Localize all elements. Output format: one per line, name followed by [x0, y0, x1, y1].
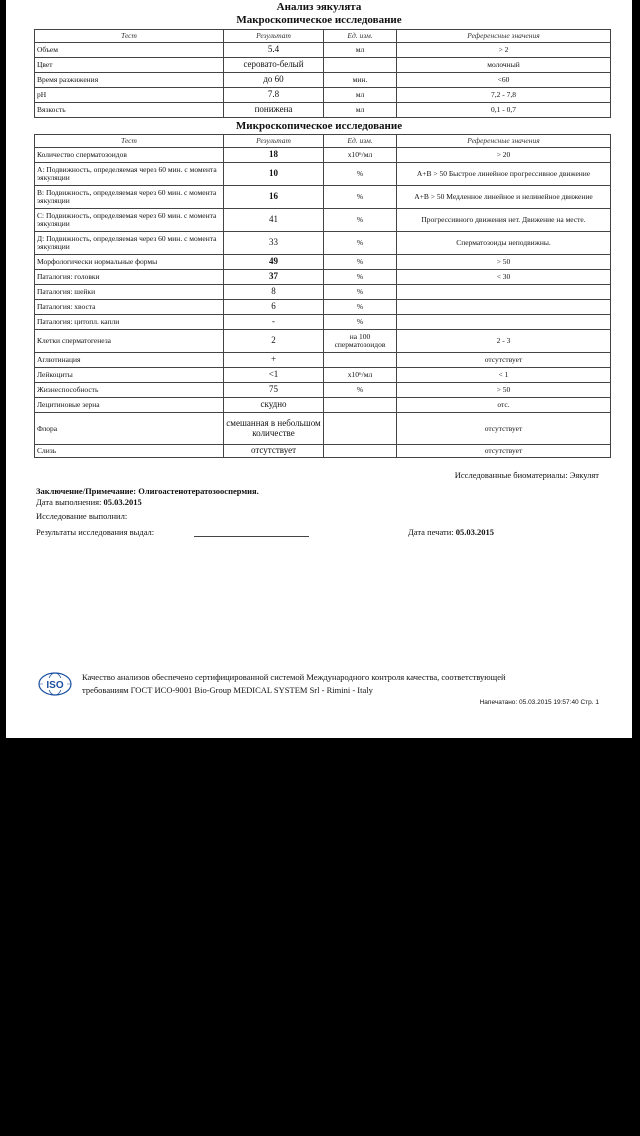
table-row: [35, 58, 611, 73]
result-cell: 18: [224, 148, 324, 163]
iso-logo-icon: [38, 672, 72, 696]
conclusion: Заключение/Примечание: Олигоастенотератозооспермия.: [36, 486, 259, 496]
table-row: [35, 103, 611, 118]
table-row: [35, 43, 611, 58]
result-cell: 33: [224, 232, 324, 255]
table-row: [35, 148, 611, 163]
test-name-cell: Время разжижения: [35, 73, 224, 88]
result-cell: 5.4: [224, 43, 324, 58]
unit-cell: %: [324, 186, 397, 209]
test-name-cell: Цвет: [35, 58, 224, 73]
quality-line-1: Качество анализов обеспечено сертифицированной системой Международного контроля качества, соответствующей: [82, 672, 506, 682]
reference-cell: отс.: [397, 398, 611, 413]
table-row: [35, 445, 611, 458]
result-cell: смешанная в небольшом количестве: [224, 413, 324, 445]
reference-cell: [397, 315, 611, 330]
unit-cell: %: [324, 232, 397, 255]
table-row: [35, 73, 611, 88]
table-row: [35, 232, 611, 255]
performed-by: Исследование выполнил:: [36, 511, 128, 521]
result-cell: 7.8: [224, 88, 324, 103]
reference-cell: отсутствует: [397, 445, 611, 458]
unit-cell: [324, 398, 397, 413]
document-page: [6, 0, 632, 738]
test-name-cell: Вязкость: [35, 103, 224, 118]
table-row: [35, 209, 611, 232]
test-name-cell: Д: Подвижность, определяемая через 60 мин. с момента эякуляции: [35, 232, 224, 255]
column-header: Ед. изм.: [324, 30, 397, 43]
reference-cell: [397, 300, 611, 315]
result-cell: 37: [224, 270, 324, 285]
reference-cell: 2 - 3: [397, 330, 611, 353]
unit-cell: мл: [324, 88, 397, 103]
table-row: [35, 330, 611, 353]
result-cell: 10: [224, 163, 324, 186]
reference-cell: 7,2 - 7,8: [397, 88, 611, 103]
test-name-cell: Паталогия: хвоста: [35, 300, 224, 315]
table-row: [35, 186, 611, 209]
unit-cell: [324, 413, 397, 445]
column-header: Референсные значения: [397, 30, 611, 43]
result-cell: 8: [224, 285, 324, 300]
table-row: [35, 300, 611, 315]
result-cell: <1: [224, 368, 324, 383]
test-name-cell: Лецитиновые зерна: [35, 398, 224, 413]
macro-table: [34, 29, 611, 118]
test-name-cell: Объем: [35, 43, 224, 58]
unit-cell: %: [324, 315, 397, 330]
micro-table: [34, 134, 611, 458]
table-row: [35, 315, 611, 330]
result-cell: отсутствует: [224, 445, 324, 458]
print-date: Дата печати: 05.03.2015: [408, 527, 495, 537]
reference-cell: отсутствует: [397, 413, 611, 445]
result-cell: 2: [224, 330, 324, 353]
iso-logo-text: ISO: [46, 680, 64, 691]
quality-line-2: требованиям ГОСТ ИСО-9001 Bio-Group MEDICAL SYSTEM Srl - Rimini - Italy: [82, 685, 373, 695]
unit-cell: %: [324, 285, 397, 300]
test-name-cell: Паталогия: головки: [35, 270, 224, 285]
column-header: Референсные значения: [397, 135, 611, 148]
biomaterial-note: Исследованные биоматериалы: Эякулят: [454, 470, 599, 480]
table-header-row: [35, 30, 611, 43]
result-cell: 16: [224, 186, 324, 209]
reference-cell: <60: [397, 73, 611, 88]
document-title: Анализ эякулята: [276, 1, 362, 13]
test-name-cell: Жизнеспособность: [35, 383, 224, 398]
reference-cell: > 2: [397, 43, 611, 58]
table-row: [35, 163, 611, 186]
reference-cell: А+В > 50 Медленное линейное и нелинейное движение: [397, 186, 611, 209]
result-cell: 49: [224, 255, 324, 270]
test-name-cell: Морфологически нормальные формы: [35, 255, 224, 270]
test-name-cell: Флора: [35, 413, 224, 445]
unit-cell: %: [324, 255, 397, 270]
reference-cell: А+В > 50 Быстрое линейное прогрессивное движение: [397, 163, 611, 186]
micro-heading: Микроскопическое исследование: [235, 120, 403, 132]
test-name-cell: С: Подвижность, определяемая через 60 мин. с момента эякуляции: [35, 209, 224, 232]
signature-line: [194, 536, 309, 537]
unit-cell: [324, 353, 397, 368]
unit-cell: х10⁶/мл: [324, 368, 397, 383]
macro-heading: Макроскопическое исследование: [236, 14, 402, 26]
result-cell: 6: [224, 300, 324, 315]
unit-cell: [324, 58, 397, 73]
reference-cell: 0,1 - 0,7: [397, 103, 611, 118]
column-header: Тест: [35, 30, 224, 43]
test-name-cell: Количество сперматозоидов: [35, 148, 224, 163]
test-name-cell: Слизь: [35, 445, 224, 458]
reference-cell: < 1: [397, 368, 611, 383]
result-cell: до 60: [224, 73, 324, 88]
table-row: [35, 88, 611, 103]
reference-cell: Прогрессивного движения нет. Движение на месте.: [397, 209, 611, 232]
reference-cell: молочный: [397, 58, 611, 73]
reference-cell: < 30: [397, 270, 611, 285]
table-row: [35, 413, 611, 445]
result-cell: +: [224, 353, 324, 368]
unit-cell: х10⁶/мл: [324, 148, 397, 163]
unit-cell: на 100 сперматозоидов: [324, 330, 397, 353]
table-row: [35, 368, 611, 383]
unit-cell: мл: [324, 103, 397, 118]
reference-cell: отсутствует: [397, 353, 611, 368]
reference-cell: > 50: [397, 255, 611, 270]
execution-date: Дата выполнения: 05.03.2015: [36, 497, 142, 507]
table-header-row: [35, 135, 611, 148]
reference-cell: [397, 285, 611, 300]
result-cell: 75: [224, 383, 324, 398]
table-row: [35, 285, 611, 300]
result-cell: серовато-белый: [224, 58, 324, 73]
unit-cell: [324, 445, 397, 458]
test-name-cell: pH: [35, 88, 224, 103]
unit-cell: %: [324, 383, 397, 398]
reference-cell: > 50: [397, 383, 611, 398]
test-name-cell: В: Подвижность, определяемая через 60 мин. с момента эякуляции: [35, 186, 224, 209]
reference-cell: > 20: [397, 148, 611, 163]
table-row: [35, 255, 611, 270]
result-cell: 41: [224, 209, 324, 232]
column-header: Ед. изм.: [324, 135, 397, 148]
column-header: Тест: [35, 135, 224, 148]
test-name-cell: Лейкоциты: [35, 368, 224, 383]
printed-stamp: Напечатано: 05.03.2015 19:57:40 Стр. 1: [479, 699, 599, 706]
table-row: [35, 353, 611, 368]
unit-cell: %: [324, 209, 397, 232]
table-row: [35, 270, 611, 285]
reference-cell: Сперматозоиды неподвижны.: [397, 232, 611, 255]
test-name-cell: Клетки сперматогенеза: [35, 330, 224, 353]
test-name-cell: А: Подвижность, определяемая через 60 мин. с момента эякуляции: [35, 163, 224, 186]
result-cell: понижена: [224, 103, 324, 118]
column-header: Результат: [224, 30, 324, 43]
result-cell: скудно: [224, 398, 324, 413]
unit-cell: %: [324, 300, 397, 315]
result-cell: -: [224, 315, 324, 330]
column-header: Результат: [224, 135, 324, 148]
unit-cell: %: [324, 270, 397, 285]
unit-cell: мл: [324, 43, 397, 58]
table-row: [35, 383, 611, 398]
unit-cell: %: [324, 163, 397, 186]
issued-by: Результаты исследования выдал:: [36, 527, 155, 537]
unit-cell: мин.: [324, 73, 397, 88]
test-name-cell: Аглютинация: [35, 353, 224, 368]
test-name-cell: Паталогия: шейки: [35, 285, 224, 300]
test-name-cell: Паталогия: цитопл. капли: [35, 315, 224, 330]
table-row: [35, 398, 611, 413]
